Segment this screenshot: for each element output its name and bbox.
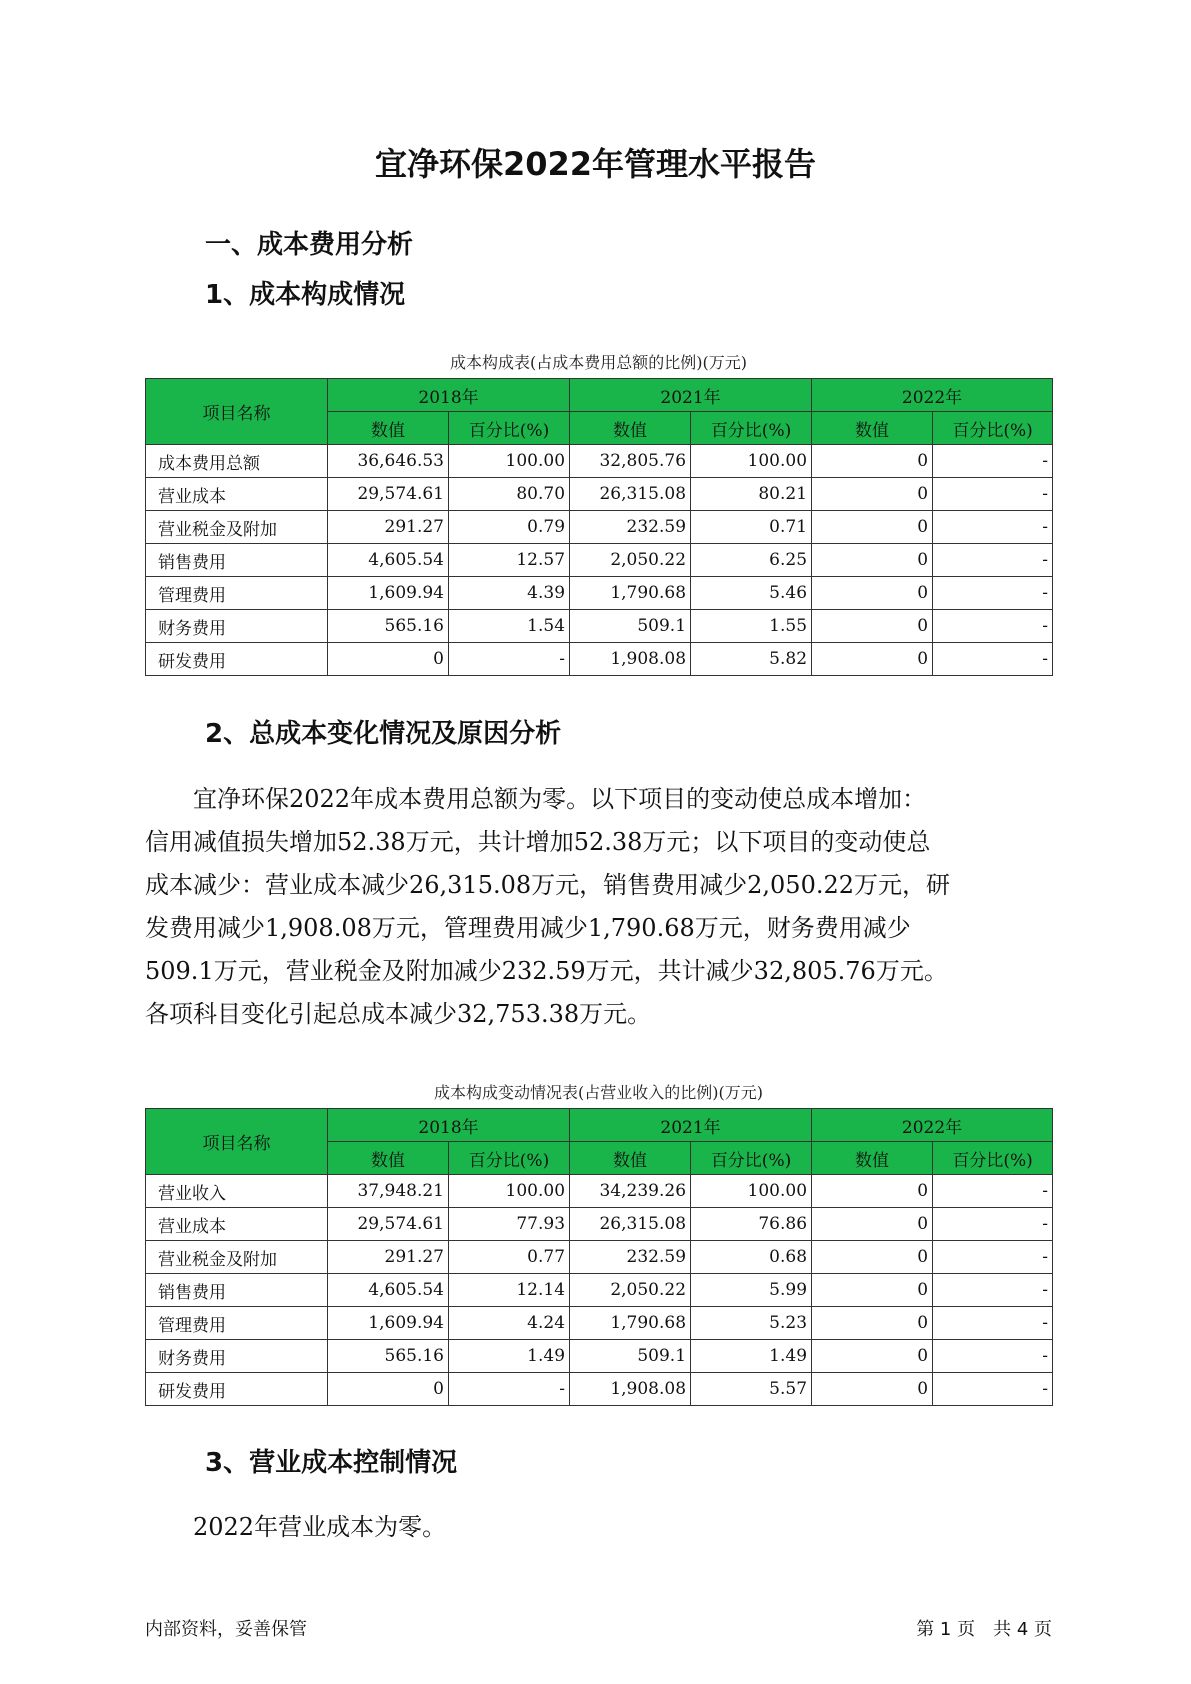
row-label: 管理费用 xyxy=(146,1307,328,1340)
table1-subheader: 数值 xyxy=(570,412,691,445)
table-row xyxy=(146,577,1053,610)
row-label: 研发费用 xyxy=(146,643,328,676)
table-cell: 1,609.94 xyxy=(328,577,449,610)
table-cell: - xyxy=(933,610,1053,643)
table-cell: 4.39 xyxy=(449,577,570,610)
table-cell: 0 xyxy=(812,1241,933,1274)
table1-subheader: 百分比(%) xyxy=(691,412,812,445)
table-row xyxy=(146,1307,1053,1340)
table-cell: 5.57 xyxy=(691,1373,812,1406)
table-cell: 26,315.08 xyxy=(570,1208,691,1241)
table1-corner-header: 项目名称 xyxy=(146,379,328,445)
table2-year-header: 2021年 xyxy=(570,1109,812,1142)
table-cell: 0 xyxy=(812,1373,933,1406)
table-row xyxy=(146,445,1053,478)
table-cell: 1.54 xyxy=(449,610,570,643)
row-label: 财务费用 xyxy=(146,610,328,643)
table-cell: 0.77 xyxy=(449,1241,570,1274)
table-cell: 0 xyxy=(812,1307,933,1340)
table-cell: 100.00 xyxy=(449,445,570,478)
table-cell: 6.25 xyxy=(691,544,812,577)
paragraph-line: 信用减值损失增加52.38万元，共计增加52.38万元；以下项目的变动使总 xyxy=(145,828,931,856)
table-cell: - xyxy=(933,1208,1053,1241)
paragraph-line: 509.1万元，营业税金及附加减少232.59万元，共计减少32,805.76万元。 xyxy=(145,957,948,985)
table-cell: 36,646.53 xyxy=(328,445,449,478)
table-cell: 2,050.22 xyxy=(570,544,691,577)
table-cell: - xyxy=(449,1373,570,1406)
table-row xyxy=(146,1373,1053,1406)
table1-subheader: 百分比(%) xyxy=(933,412,1053,445)
table-cell: 76.86 xyxy=(691,1208,812,1241)
table-row xyxy=(146,544,1053,577)
row-label: 成本费用总额 xyxy=(146,445,328,478)
table-cell: 0 xyxy=(812,1340,933,1373)
table-cell: 232.59 xyxy=(570,1241,691,1274)
table-cell: 0 xyxy=(812,643,933,676)
footer-page-number: 第 1 页 共 4 页 xyxy=(916,1619,1052,1640)
table-cell: 0 xyxy=(812,1208,933,1241)
subsection-heading-total-cost-change: 2、总成本变化情况及原因分析 xyxy=(205,719,562,749)
subsection-heading-operating-cost-control: 3、营业成本控制情况 xyxy=(205,1448,458,1478)
table2-subheader: 百分比(%) xyxy=(449,1142,570,1175)
row-label: 研发费用 xyxy=(146,1373,328,1406)
operating-cost-control-paragraph xyxy=(145,1506,1065,1549)
table-cell: - xyxy=(933,1274,1053,1307)
table-cell: 0.71 xyxy=(691,511,812,544)
table-cell: 34,239.26 xyxy=(570,1175,691,1208)
table-cell: 0 xyxy=(812,577,933,610)
table-cell: - xyxy=(933,1373,1053,1406)
table-row xyxy=(146,610,1053,643)
paragraph-line: 宜净环保2022年成本费用总额为零。以下项目的变动使总成本增加： xyxy=(193,785,927,813)
table-cell: 80.70 xyxy=(449,478,570,511)
table-cell: 29,574.61 xyxy=(328,1208,449,1241)
table-cell: 1,908.08 xyxy=(570,643,691,676)
table-row xyxy=(146,1340,1053,1373)
table1-subheader: 数值 xyxy=(812,412,933,445)
table-cell: 0 xyxy=(812,544,933,577)
paragraph-line: 成本减少：营业成本减少26,315.08万元，销售费用减少2,050.22万元，研 xyxy=(145,871,951,899)
cost-structure-table xyxy=(145,378,1053,676)
table-row xyxy=(146,1274,1053,1307)
table2-year-header: 2022年 xyxy=(812,1109,1053,1142)
table-cell: 29,574.61 xyxy=(328,478,449,511)
table-cell: 1,908.08 xyxy=(570,1373,691,1406)
table-cell: 0 xyxy=(328,643,449,676)
table-cell: 291.27 xyxy=(328,511,449,544)
table-cell: - xyxy=(933,1307,1053,1340)
table-cell: 0 xyxy=(812,1175,933,1208)
row-label: 营业税金及附加 xyxy=(146,511,328,544)
row-label: 销售费用 xyxy=(146,544,328,577)
table2-year-header: 2018年 xyxy=(328,1109,570,1142)
table-cell: 26,315.08 xyxy=(570,478,691,511)
table-row xyxy=(146,511,1053,544)
table-cell: 12.57 xyxy=(449,544,570,577)
table-cell: - xyxy=(449,643,570,676)
table1-subheader: 数值 xyxy=(328,412,449,445)
table-cell: 32,805.76 xyxy=(570,445,691,478)
table-cell: 509.1 xyxy=(570,1340,691,1373)
table-row xyxy=(146,643,1053,676)
row-label: 营业成本 xyxy=(146,478,328,511)
table-row xyxy=(146,478,1053,511)
table2-body xyxy=(146,1175,1053,1406)
table-cell: - xyxy=(933,445,1053,478)
table2-subheader: 数值 xyxy=(812,1142,933,1175)
row-label: 销售费用 xyxy=(146,1274,328,1307)
table-cell: - xyxy=(933,1241,1053,1274)
paragraph-line: 发费用减少1,908.08万元，管理费用减少1,790.68万元，财务费用减少 xyxy=(145,914,911,942)
table-row xyxy=(146,1175,1053,1208)
table-cell: 100.00 xyxy=(691,445,812,478)
subsection-heading-cost-structure: 1、成本构成情况 xyxy=(205,280,406,310)
table-cell: 0 xyxy=(328,1373,449,1406)
table1-subheader: 百分比(%) xyxy=(449,412,570,445)
table-cell: 4.24 xyxy=(449,1307,570,1340)
table-cell: 5.99 xyxy=(691,1274,812,1307)
row-label: 营业成本 xyxy=(146,1208,328,1241)
paragraph-line: 2022年营业成本为零。 xyxy=(193,1513,447,1541)
table1-year-header: 2018年 xyxy=(328,379,570,412)
table-cell: - xyxy=(933,478,1053,511)
row-label: 财务费用 xyxy=(146,1340,328,1373)
table-cell: 1,790.68 xyxy=(570,1307,691,1340)
row-label: 营业税金及附加 xyxy=(146,1241,328,1274)
table-cell: 0.68 xyxy=(691,1241,812,1274)
table-cell: 37,948.21 xyxy=(328,1175,449,1208)
table-cell: 0.79 xyxy=(449,511,570,544)
table-cell: 77.93 xyxy=(449,1208,570,1241)
table-cell: 1,609.94 xyxy=(328,1307,449,1340)
table-cell: - xyxy=(933,577,1053,610)
table-cell: 5.46 xyxy=(691,577,812,610)
table-cell: - xyxy=(933,544,1053,577)
table-cell: - xyxy=(933,643,1053,676)
table1-body xyxy=(146,445,1053,676)
table2-subheader: 百分比(%) xyxy=(691,1142,812,1175)
table-cell: 0 xyxy=(812,1274,933,1307)
table-cell: 5.82 xyxy=(691,643,812,676)
table-cell: 0 xyxy=(812,610,933,643)
table2-caption: 成本构成变动情况表(占营业收入的比例)(万元) xyxy=(434,1083,763,1102)
table2-corner-header: 项目名称 xyxy=(146,1109,328,1175)
table-cell: 1.49 xyxy=(449,1340,570,1373)
table-cell: 291.27 xyxy=(328,1241,449,1274)
table-cell: - xyxy=(933,511,1053,544)
table1-caption: 成本构成表(占成本费用总额的比例)(万元) xyxy=(450,353,747,372)
table-cell: 0 xyxy=(812,511,933,544)
row-label: 管理费用 xyxy=(146,577,328,610)
table-cell: 232.59 xyxy=(570,511,691,544)
row-label: 营业收入 xyxy=(146,1175,328,1208)
report-title: 宜净环保2022年管理水平报告 xyxy=(374,145,817,183)
table-row xyxy=(146,1208,1053,1241)
table-cell: 0 xyxy=(812,445,933,478)
footer-confidential-note: 内部资料，妥善保管 xyxy=(145,1619,307,1640)
table-cell: 509.1 xyxy=(570,610,691,643)
table-cell: 80.21 xyxy=(691,478,812,511)
table-cell: 5.23 xyxy=(691,1307,812,1340)
table-cell: 100.00 xyxy=(691,1175,812,1208)
table-cell: 4,605.54 xyxy=(328,1274,449,1307)
cost-structure-change-table xyxy=(145,1108,1053,1406)
table2-subheader: 数值 xyxy=(328,1142,449,1175)
table-cell: - xyxy=(933,1340,1053,1373)
table-cell: 100.00 xyxy=(449,1175,570,1208)
table-cell: 4,605.54 xyxy=(328,544,449,577)
table-cell: 0 xyxy=(812,478,933,511)
table-cell: 2,050.22 xyxy=(570,1274,691,1307)
table-cell: 1.49 xyxy=(691,1340,812,1373)
table1-year-header: 2021年 xyxy=(570,379,812,412)
table-cell: 565.16 xyxy=(328,610,449,643)
table-cell: 1.55 xyxy=(691,610,812,643)
table1-year-header: 2022年 xyxy=(812,379,1053,412)
table2-subheader: 百分比(%) xyxy=(933,1142,1053,1175)
table2-subheader: 数值 xyxy=(570,1142,691,1175)
table-row xyxy=(146,1241,1053,1274)
table-cell: - xyxy=(933,1175,1053,1208)
table-cell: 12.14 xyxy=(449,1274,570,1307)
table-cell: 565.16 xyxy=(328,1340,449,1373)
section-heading-cost-analysis: 一、成本费用分析 xyxy=(205,230,414,260)
table-cell: 1,790.68 xyxy=(570,577,691,610)
total-cost-analysis-paragraph xyxy=(145,778,1065,1036)
paragraph-line: 各项科目变化引起总成本减少32,753.38万元。 xyxy=(145,1000,652,1028)
